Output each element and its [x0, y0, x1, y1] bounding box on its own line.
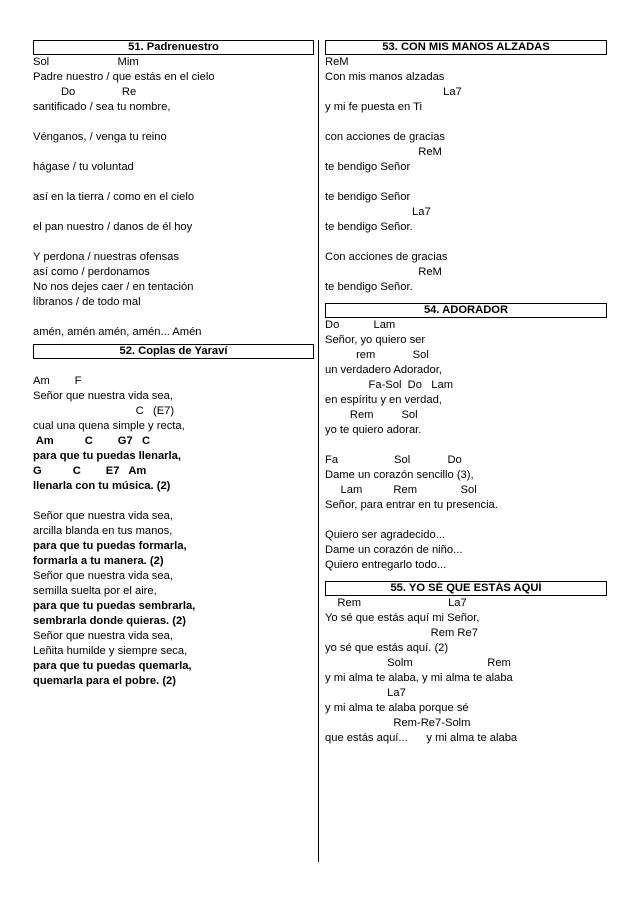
lyric-line: Do Re — [33, 86, 137, 98]
lyric-line: para que tu puedas sembrarla, — [33, 600, 196, 612]
lyric-line: para que tu puedas formarla, — [33, 540, 187, 552]
lyric-line: en espíritu y en verdad, — [325, 394, 442, 406]
lyric-line — [325, 438, 607, 453]
lyric-line: te bendigo Señor — [325, 161, 411, 173]
song-54-title: 54. ADORADOR — [325, 303, 607, 318]
lyric-line: y mi fe puesta en Ti — [325, 101, 423, 113]
lyric-line: cual una quena simple y recta, — [33, 420, 185, 432]
lyric-line: ReM — [325, 146, 442, 158]
lyric-line: y mi alma te alaba, y mi alma te alaba — [325, 672, 513, 684]
lyric-line: quemarla para el pobre. (2) — [33, 675, 176, 687]
lyric-line — [325, 513, 607, 528]
lyric-line — [33, 494, 314, 509]
lyric-line: ReM — [325, 56, 349, 68]
lyric-line: Am F — [33, 375, 82, 387]
lyric-line: te bendigo Señor. — [325, 281, 413, 293]
lyric-line: te bendigo Señor. — [325, 221, 413, 233]
lyric-line — [325, 235, 607, 250]
lyric-line: sembrarla donde quieras. (2) — [33, 615, 186, 627]
lyric-line: así en la tierra / como en el cielo — [33, 191, 195, 203]
lyric-line: Fa-Sol Do Lam — [325, 379, 454, 391]
song-51-body — [33, 55, 314, 340]
lyric-line — [33, 205, 314, 220]
lyric-line: Sol Mim — [33, 56, 139, 68]
lyric-line: No nos dejes caer / en tentación — [33, 281, 194, 293]
lyric-line: para que tu puedas quemarla, — [33, 660, 192, 672]
lyric-line — [33, 175, 314, 190]
lyric-line: arcilla blanda en tus manos, — [33, 525, 173, 537]
song-55-body — [325, 596, 607, 746]
lyric-line: Vénganos, / venga tu reino — [33, 131, 167, 143]
lyric-line — [33, 359, 314, 374]
lyric-line: santificado / sea tu nombre, — [33, 101, 171, 113]
lyric-line: amén, amén amén, amén... Amén — [33, 326, 202, 338]
lyric-line — [33, 310, 314, 325]
lyric-line: Rem Sol — [325, 409, 418, 421]
lyric-line — [325, 175, 607, 190]
lyric-line: Quiero entregarlo todo... — [325, 559, 447, 571]
lyric-line: Rem-Re7-Solm — [325, 717, 471, 729]
lyric-line: un verdadero Adorador, — [325, 364, 442, 376]
song-54-body — [325, 318, 607, 573]
lyric-line: rem Sol — [325, 349, 429, 361]
lyric-line: Lam Rem Sol — [325, 484, 477, 496]
lyric-line: yo te quiero adorar. — [325, 424, 422, 436]
lyric-line: Rem Re7 — [325, 627, 478, 639]
lyric-line: Solm Rem — [325, 657, 511, 669]
lyric-line: con acciones de gracias — [325, 131, 446, 143]
lyric-line — [33, 235, 314, 250]
song-55-title: 55. YO SÉ QUE ESTÁS AQUÍ — [325, 581, 607, 596]
lyric-line: para que tu puedas llenarla, — [33, 450, 181, 462]
lyric-line: Quiero ser agradecido... — [325, 529, 446, 541]
lyric-line: ReM — [325, 266, 442, 278]
lyric-line: G C E7 Am — [33, 465, 147, 477]
lyric-line: y mi alma te alaba porque sé — [325, 702, 469, 714]
lyric-line: Señor que nuestra vida sea, — [33, 630, 173, 642]
lyric-line: Am C G7 C — [33, 435, 151, 447]
lyric-line: Y perdona / nuestras ofensas — [33, 251, 179, 263]
lyric-line: Señor que nuestra vida sea, — [33, 390, 173, 402]
lyric-line: Fa Sol Do — [325, 454, 462, 466]
lyric-line: yo sé que estás aquí. (2) — [325, 642, 449, 654]
lyric-line: hágase / tu voluntad — [33, 161, 134, 173]
lyric-line: La7 — [325, 86, 462, 98]
column-divider — [318, 40, 319, 862]
lyric-line: Yo sé que estás aquí mi Señor, — [325, 612, 480, 624]
lyric-line: Leñita humilde y siempre seca, — [33, 645, 188, 657]
lyric-line: La7 — [325, 206, 431, 218]
lyric-line: te bendigo Señor — [325, 191, 411, 203]
lyric-line: Padre nuestro / que estás en el cielo — [33, 71, 215, 83]
lyric-line: líbranos / de todo mal — [33, 296, 141, 308]
right-column — [325, 40, 607, 746]
lyric-line: Señor que nuestra vida sea, — [33, 510, 173, 522]
lyric-line — [325, 115, 607, 130]
lyric-line: así como / perdonamos — [33, 266, 150, 278]
lyric-line: Señor que nuestra vida sea, — [33, 570, 173, 582]
lyric-line: Rem La7 — [325, 597, 467, 609]
song-52-body — [33, 359, 314, 689]
left-column — [33, 40, 314, 689]
lyric-line: Con mis manos alzadas — [325, 71, 445, 83]
lyric-line: Dame un corazón de niño... — [325, 544, 463, 556]
song-53-body — [325, 55, 607, 295]
song-51-title: 51. Padrenuestro — [33, 40, 314, 55]
song-52-title: 52. Coplas de Yaraví — [33, 344, 314, 359]
lyric-line: que estás aquí... y mi alma te alaba — [325, 732, 518, 744]
lyric-line: el pan nuestro / danos de él hoy — [33, 221, 193, 233]
lyric-line: Do Lam — [325, 319, 396, 331]
lyric-line: Dame un corazón sencillo (3), — [325, 469, 474, 481]
song-53-title: 53. CON MIS MANOS ALZADAS — [325, 40, 607, 55]
lyric-line: Señor, para entrar en tu presencia. — [325, 499, 498, 511]
lyric-line: llenarla con tu música. (2) — [33, 480, 171, 492]
lyric-line: Señor, yo quiero ser — [325, 334, 426, 346]
lyric-line — [33, 115, 314, 130]
lyric-line: semilla suelta por el aire, — [33, 585, 157, 597]
lyric-line: Con acciones de gracias — [325, 251, 448, 263]
lyric-line: La7 — [325, 687, 406, 699]
lyric-line: formarla a tu manera. (2) — [33, 555, 164, 567]
lyric-line: C (E7) — [33, 405, 175, 417]
lyric-line — [33, 145, 314, 160]
